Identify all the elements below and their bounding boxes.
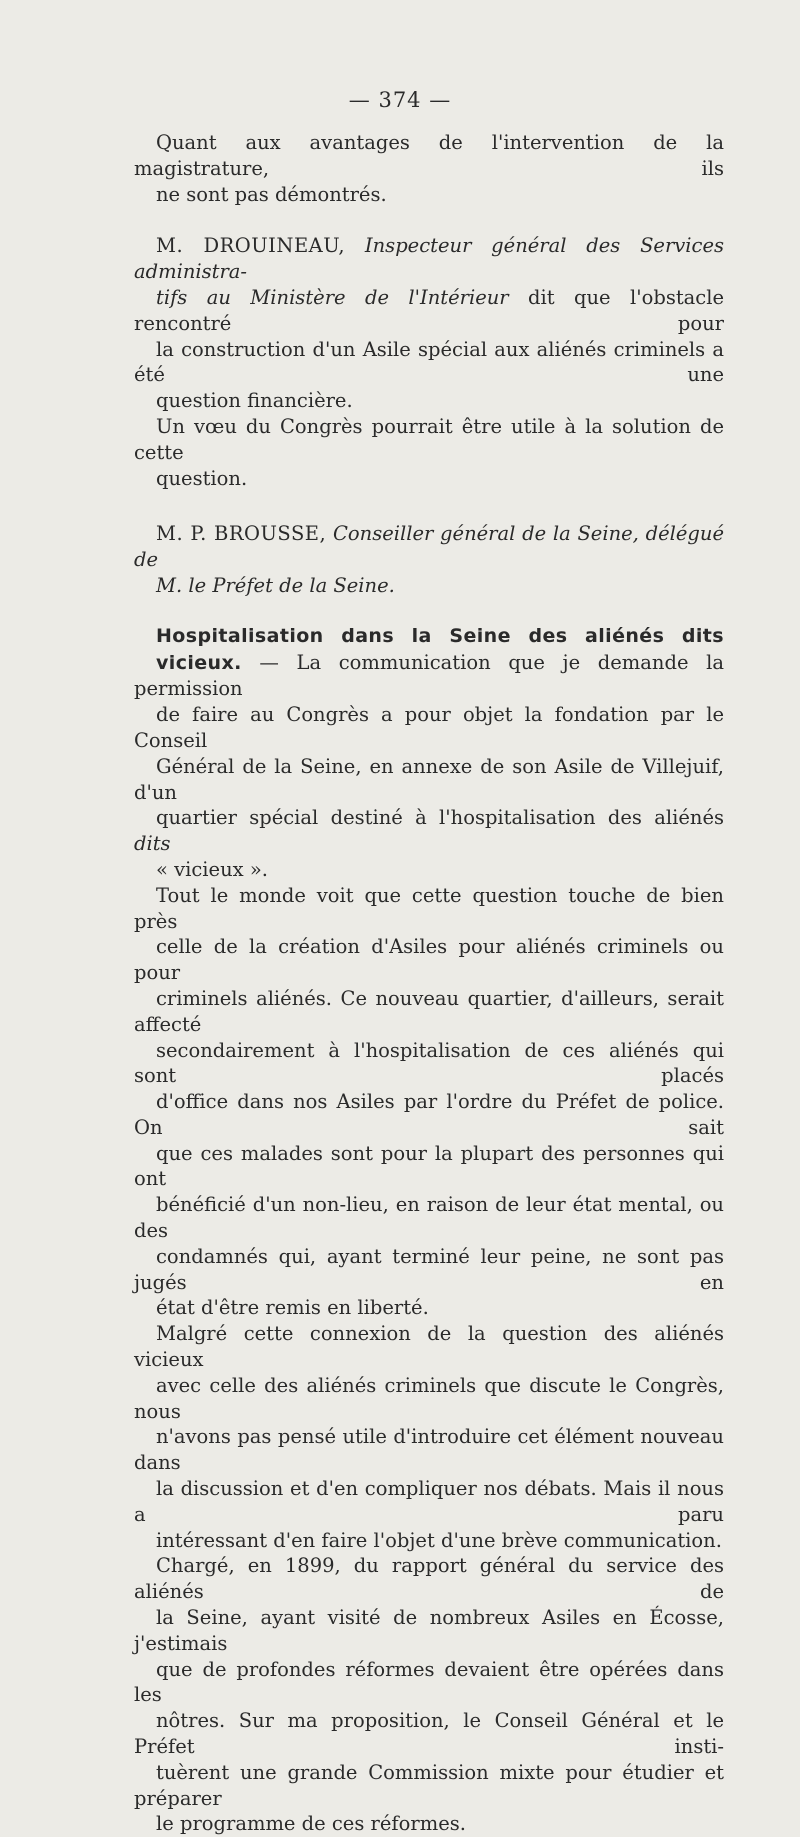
text-line: question financière. (156, 389, 353, 413)
speaker-title-cont: tifs au Ministère de l'Intérieur (156, 285, 509, 309)
speaker-name: M. P. BROUSSE, (156, 522, 327, 546)
text-line: de faire au Congrès a pour objet la fondation par le Conseil (134, 703, 724, 752)
text-line: nôtres. Sur ma proposition, le Conseil Général et le Préfet insti- (134, 1709, 724, 1759)
text-line (134, 650, 724, 703)
speaker-title: Conseiller général de la Seine, délégué de (134, 522, 724, 572)
text-line: la Seine, ayant visité de nombreux Asiles en Écosse, j'estimais (134, 1606, 724, 1655)
paragraph-drouineau (134, 233, 724, 414)
paragraph-tout-le-monde (134, 883, 724, 1322)
text-line (134, 623, 724, 650)
text-line: la construction d'un Asile spécial aux aliénés criminels a été une (134, 337, 724, 387)
text-line: Tout le monde voit que cette question touche de bien près (134, 883, 724, 933)
paragraph-brousse (134, 521, 724, 598)
text-line: condamnés qui, ayant terminé leur peine, ne sont pas jugés en (134, 1244, 724, 1294)
text-line (134, 285, 724, 337)
text-line: n'avons pas pensé utile d'introduire cet élément nouveau dans (134, 1425, 724, 1475)
text-line: état d'être remis en liberté. (156, 1296, 429, 1320)
paragraph-hospitalisation (134, 623, 724, 883)
text-line: « vicieux ». (156, 857, 268, 881)
text-line: Chargé, en 1899, du rapport général du service des aliénés de (134, 1554, 724, 1604)
text-line (134, 233, 724, 285)
speaker-title: Inspecteur général des Services administra- (134, 234, 725, 284)
text-line: tuèrent une grande Commission mixte pour étudier et préparer (134, 1760, 724, 1810)
text-run: — La communication que je demande la permission (134, 650, 724, 701)
text-line: secondairement à l'hospitalisation de ces aliénés qui sont placés (134, 1038, 724, 1088)
text-line: ne sont pas démontrés. (156, 182, 387, 206)
text-line: Un vœu du Congrès pourrait être utile à la solution de cette (134, 414, 724, 464)
text-line: intéressant d'en faire l'objet d'une brève communication. (156, 1528, 722, 1552)
text-line: question. (156, 466, 248, 490)
text-line: la discussion et d'en compliquer nos débats. Mais il nous a paru (134, 1477, 724, 1526)
paragraph-malgre (134, 1321, 724, 1553)
page-number: — 374 — (348, 88, 452, 112)
text-line: avec celle des aliénés criminels que discute le Congrès, nous (134, 1373, 724, 1423)
text-run: quartier spécial destiné à l'hospitalisation des aliénés (156, 806, 724, 830)
text-line (134, 521, 724, 573)
body-text (134, 130, 724, 1837)
section-heading-cont: vicieux. (156, 651, 242, 674)
text-line: le programme de ces réformes. (156, 1812, 466, 1836)
text-line: que ces malades sont pour la plupart des personnes qui ont (134, 1141, 724, 1191)
text-line: bénéficié d'un non-lieu, en raison de leur état mental, ou des (134, 1193, 724, 1243)
paragraph-voeu (134, 414, 724, 491)
section-heading: Hospitalisation dans la Seine des aliénés dits (156, 624, 724, 647)
text-run: dit que l'obstacle rencontré pour (134, 285, 724, 335)
text-line: d'office dans nos Asiles par l'ordre du Préfet de police. On sait (134, 1090, 724, 1139)
text-line: que de profondes réformes devaient être opérées dans les (134, 1657, 724, 1707)
speaker-title-cont: M. le Préfet de la Seine. (156, 573, 395, 597)
text-line: Quant aux avantages de l'intervention de la magistrature, ils (134, 131, 724, 180)
italic-word: dits (134, 832, 171, 856)
speaker-name: M. DROUINEAU, (156, 234, 346, 258)
text-line: celle de la création d'Asiles pour aliénés criminels ou pour (134, 935, 724, 985)
text-line: Malgré cette connexion de la question des aliénés vicieux (134, 1322, 724, 1372)
paragraph-1 (134, 130, 724, 207)
paragraph-charge (134, 1553, 724, 1837)
text-line: criminels aliénés. Ce nouveau quartier, d'ailleurs, serait affecté (134, 986, 724, 1036)
text-line (134, 805, 724, 857)
text-line: Général de la Seine, en annexe de son Asile de Villejuif, d'un (134, 754, 724, 804)
